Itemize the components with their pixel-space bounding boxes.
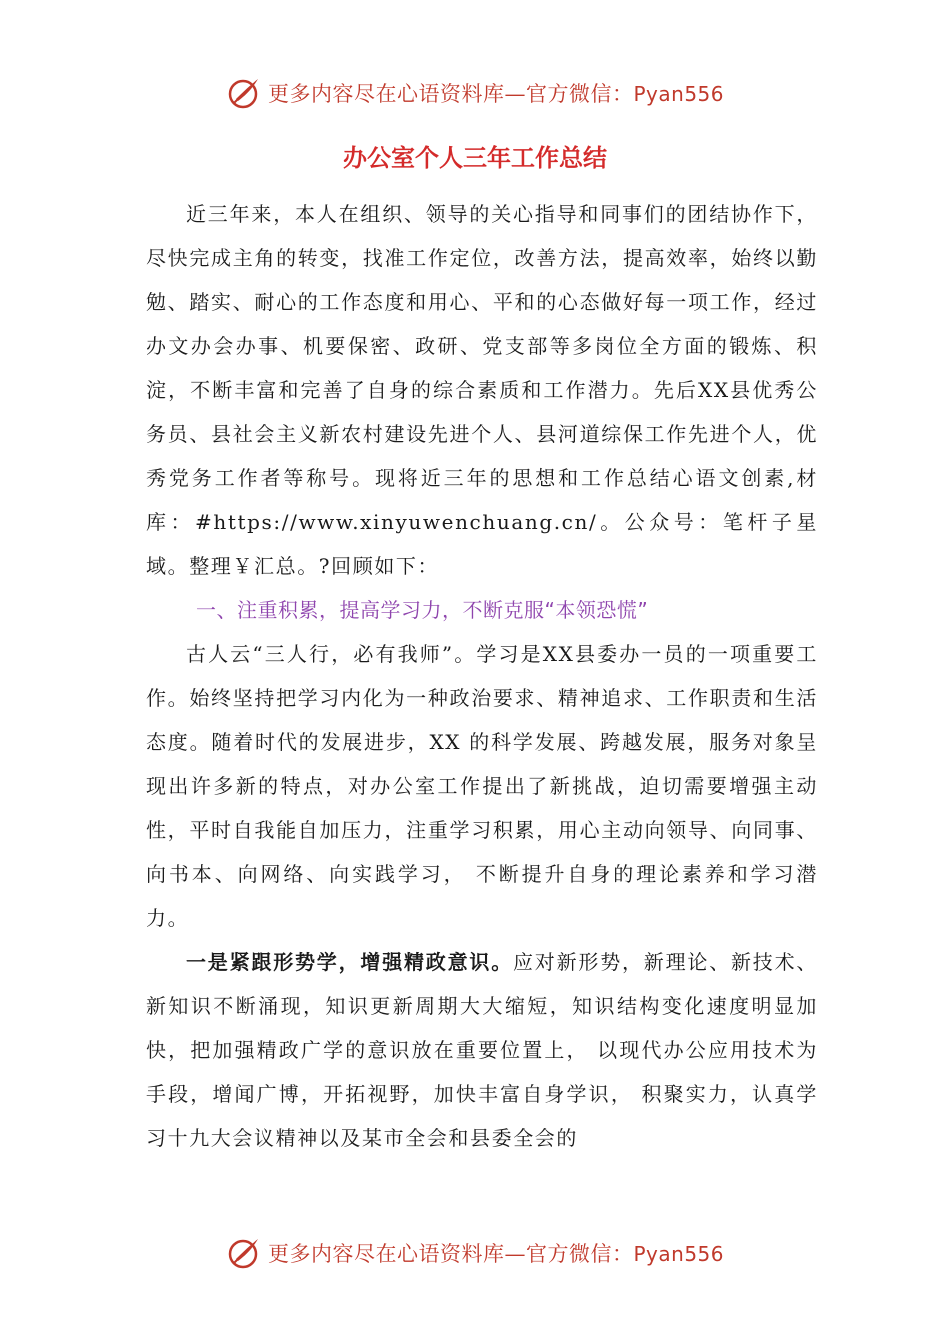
footer-banner-text: 更多内容尽在心语资料库—官方微信：Pyan556 xyxy=(267,1242,724,1266)
point1-paragraph xyxy=(146,940,818,1160)
study-paragraph: 古人云“三人行，必有我师”。学习是XX县委办一员的一项重要工作。始终坚持把学习内化为一种政治要求、精神追求、工作职责和生活态度。随着时代的发展进步，XX 的科学发展、跨越发展，服务对象呈现出许多新的特点，对办公室工作提出了新挑战，迫切需要增强主动性，平时自我能自加压力，注重学习积累，用心主动向领导、向同事、向书本、向网络、向实践学习， 不断提升自身的理论素养和学习潜力。 xyxy=(146,642,818,930)
section-heading-1: 一、注重积累，提高学习力，不断克服“本领恐慌” xyxy=(196,598,649,622)
intro-paragraph: 近三年来，本人在组织、领导的关心指导和同事们的团结协作下，尽快完成主角的转变，找准工作定位，改善方法，提高效率，始终以勤勉、踏实、耐心的工作态度和用心、平和的心态做好每一项工作，经过办文办会办事、机要保密、政研、党支部等多岗位全方面的锻炼、积淀，不断丰富和完善了自身的综合素质和工作潜力。先后XX县优秀公务员、县社会主义新农村建设先进个人、县河道综保工作先进个人，优秀党务工作者等称号。现将近三年的思想和工作总结心语文创素,材库：#https://www.xinyuwenchuang.cn/。公众号：笔杆子星域。整理￥汇总。?回顾如下： xyxy=(146,202,818,578)
point1-body: 应对新形势，新理论、新技术、新知识不断涌现，知识更新周期大大缩短，知识结构变化速度明显加快，把加强精政广学的意识放在重要位置上， 以现代办公应用技术为手段，增闻广博，开拓视野，加快丰富自身学识， 积聚实力，认真学习十九大会议精神以及某市全会和县委全会的 xyxy=(146,950,818,1150)
header-banner xyxy=(0,73,950,113)
feather-pen-logo-icon xyxy=(226,75,262,111)
footer-banner xyxy=(0,1233,950,1273)
point1-lead: 一是紧跟形势学，增强精政意识。 xyxy=(186,950,513,974)
document-body xyxy=(146,192,818,1160)
feather-pen-logo-icon xyxy=(226,1235,262,1271)
page-title: 办公室个人三年工作总结 xyxy=(343,144,607,172)
banner-text: 更多内容尽在心语资料库—官方微信：Pyan556 xyxy=(267,82,724,106)
